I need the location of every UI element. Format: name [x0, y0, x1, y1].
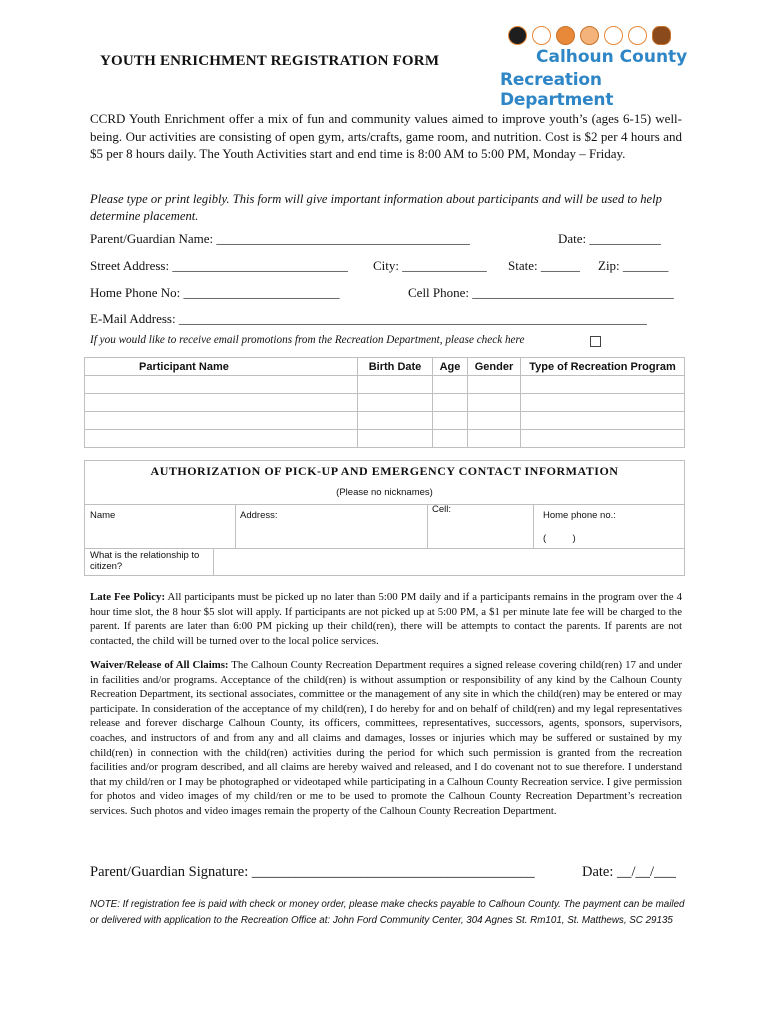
sports-ball-icons [508, 26, 671, 45]
date-field[interactable]: Date: ___________ [558, 231, 661, 246]
authorization-title: AUTHORIZATION OF PICK-UP AND EMERGENCY CONTACT INFORMATION [150, 464, 619, 478]
auth-phone-paren: ( ) [543, 533, 576, 544]
guardian-signature-field[interactable]: Parent/Guardian Signature: _______________________________________ [90, 864, 535, 880]
late-fee-policy [90, 590, 682, 648]
email-optin-checkbox[interactable] [590, 336, 601, 347]
waiver-heading: Waiver/Release of All Claims: [90, 659, 229, 671]
auth-address-label: Address: [240, 510, 278, 521]
payment-note: NOTE: If registration fee is paid with check or money order, please make checks payable to Calhoun County. The payment can be mailed or delivered with application to the Recreation Office at: John Ford Community Center, 304 Agnes St. Rm101, St. Matthews, SC 29135 [90, 899, 685, 927]
calhoun-county-logo [498, 24, 688, 110]
late-fee-text: All participants must be picked up no later than 5:00 PM daily and if a participants remains in the program over the 4 hour time slot, the 8 hour $5 slot will apply. If participants are not picked up at 5:00 PM, a $1 per minute late fee will be charged to the parent. If parents are later than 6:00 PM picking up their child(ren), there will be attempts to contact the parents. If parents are not contacted, the child will be turned over to the local police services. [90, 591, 682, 647]
volleyball-icon [604, 26, 623, 45]
home-phone-field[interactable]: Home Phone No: ________________________ [90, 285, 340, 300]
football-icon [532, 26, 551, 45]
zip-field[interactable]: Zip: _______ [598, 258, 669, 273]
waiver-text: The Calhoun County Recreation Department requires a signed release covering child(ren) 17 and under in facilities and/or programs. Acceptance of the child(ren) is without assumption or responsibility of any kind by the Calhoun County Recreation Department, its sectional associates, committee or the management of any site in which the child(ren) may be entered or may participate. In consideration of the acceptance of my child(ren), I do hereby for and on behalf of child(ren) and my legal representatives release and forever discharge Calhoun County, its officers, committees, representatives, successors, agents, sponsors, supervisors, coaches, and instructors of and from any and all claims and damages, losses or injuries which may be suffered or sustained by my child(ren) in connection with the child(ren) activities during the period for which such permission is granted from the recreation facilities and/or program described, and all claims are hereby waived and released, and I do covenant not to sue therefore. I understand that my child/ren or I may be photographed or videotaped while participating in a Calhoun County Recreation service. I give permission for photos and video images of my child/ren or me to be used to promote the Calhoun County Recreation Department’s recreation services. Such photos and video images remain the property of the Calhoun County Recreation Department. [90, 659, 683, 817]
rugby-ball-icon [652, 26, 671, 45]
header-birth-date: Birth Date [358, 358, 433, 376]
city-field[interactable]: City: _____________ [373, 258, 487, 273]
auth-name-label: Name [90, 510, 116, 521]
baseball-icon [628, 26, 647, 45]
logo-line-2: Recreation Department [500, 70, 614, 110]
tennis-icon [580, 26, 599, 45]
state-field[interactable]: State: ______ [508, 258, 580, 273]
table-header-row [85, 358, 685, 376]
instructions: Please type or print legibly. This form will give important information about participants and will be used to help determine placement. [90, 192, 662, 223]
auth-relationship-label: What is the relationship to citizen? [90, 550, 200, 572]
auth-home-phone-label: Home phone no.: [543, 510, 616, 521]
cell-phone-field[interactable]: Cell Phone: _______________________________ [408, 285, 674, 300]
authorization-subtitle: (Please no nicknames) [336, 487, 433, 498]
basketball-icon [556, 26, 575, 45]
email-field[interactable]: E-Mail Address: ________________________________________________________________________ [90, 311, 647, 326]
header-program-type: Type of Recreation Program [521, 358, 685, 376]
auth-cell-label: Cell: [432, 504, 452, 515]
header-participant-name: Participant Name [85, 358, 358, 376]
email-optin-text: If you would like to receive email promotions from the Recreation Department, please check here [90, 334, 525, 346]
guardian-name-field[interactable]: Parent/Guardian Name: _______________________________________ [90, 231, 470, 246]
waiver-release [90, 658, 682, 819]
header-age: Age [433, 358, 468, 376]
soccer-ball-icon [508, 26, 527, 45]
table-row[interactable] [85, 376, 685, 394]
logo-line-1: Calhoun County [536, 47, 688, 67]
table-row[interactable] [85, 412, 685, 430]
header-gender: Gender [468, 358, 521, 376]
participant-table [84, 357, 685, 448]
intro-paragraph: CCRD Youth Enrichment offer a mix of fun and community values aimed to improve youth’s (ages 6-15) well-being. Our activities are consisting of open gym, arts/crafts, game room, and nutrition. Cost is $2 per 4 hours and $5 per 8 hours daily. The Youth Activities start and end time is 8:00 AM to 5:00 PM, Monday – Friday. [90, 111, 682, 161]
street-field[interactable]: Street Address: ___________________________ [90, 258, 348, 273]
signature-date-field[interactable]: Date: __/__/___ [582, 864, 676, 880]
table-row[interactable] [85, 394, 685, 412]
table-row[interactable] [85, 430, 685, 448]
late-fee-heading: Late Fee Policy: [90, 591, 166, 603]
form-title: YOUTH ENRICHMENT REGISTRATION FORM [100, 53, 440, 69]
